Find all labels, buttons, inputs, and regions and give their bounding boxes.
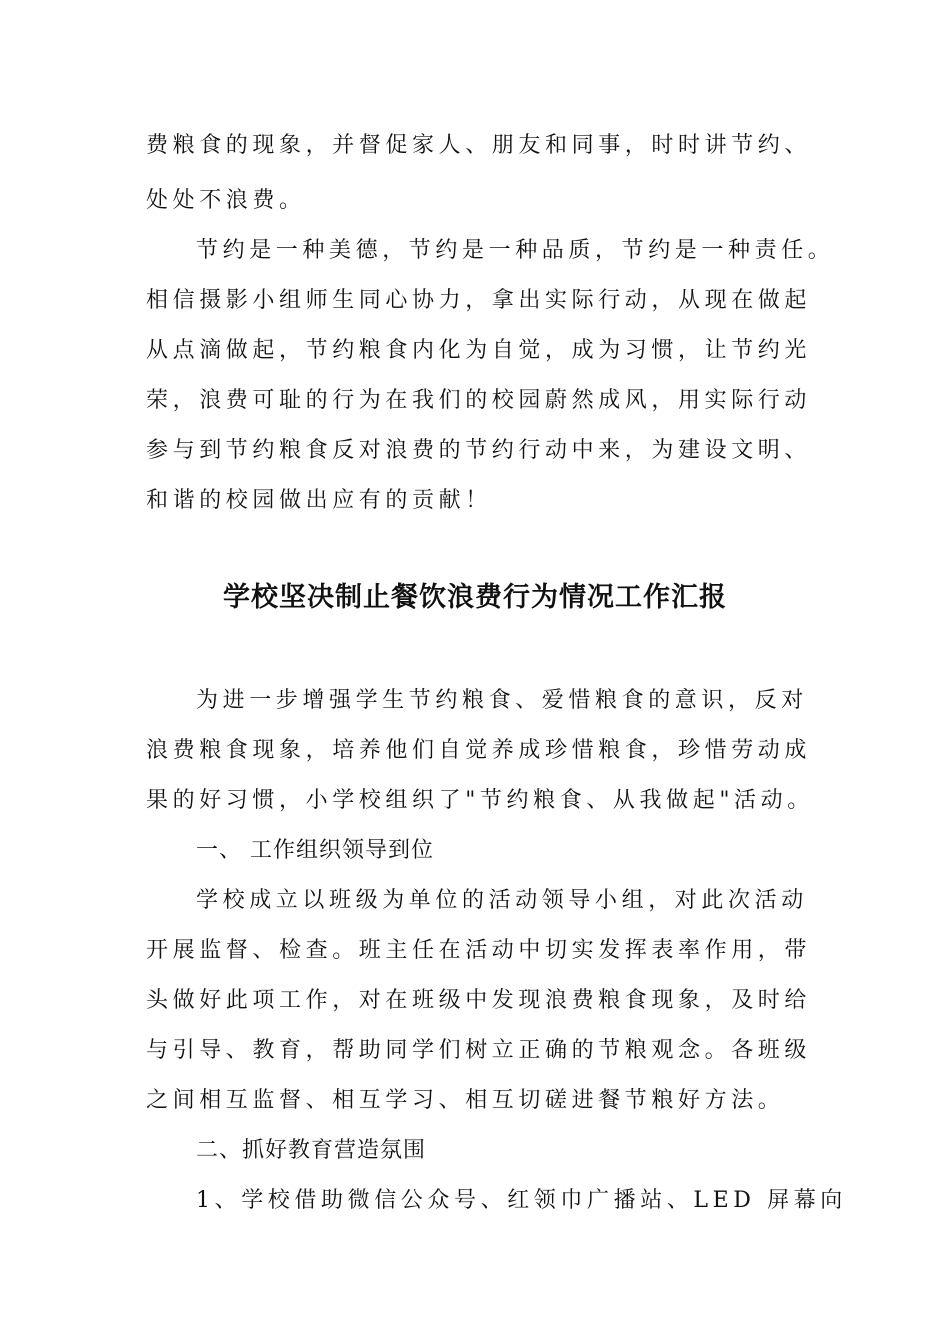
paragraph-1-line-2: 处处不浪费。: [146, 188, 306, 213]
paragraph-2-line-2: 相信摄影小组师生同心协力，拿出实际行动，从现在做起: [146, 288, 812, 313]
section-2-heading: 二、抓好教育营造氛围: [196, 1138, 427, 1163]
section-1-line-1: 学校成立以班级为单位的活动领导小组，对此次活动: [196, 888, 808, 913]
intro-line-2: 浪费粮食现象，培养他们自觉养成珍惜粮食，珍惜劳动成: [146, 738, 812, 763]
paragraph-2-line-5: 参与到节约粮食反对浪费的节约行动中来，为建设文明、: [146, 438, 812, 463]
section-1-line-5: 之间相互监督、相互学习、相互切磋进餐节粮好方法。: [146, 1088, 785, 1113]
intro-line-3: 果的好习惯，小学校组织了"节约粮食、从我做起"活动。: [146, 788, 814, 813]
paragraph-2-line-4: 荣，浪费可耻的行为在我们的校园蔚然成风，用实际行动: [146, 388, 812, 413]
paragraph-1-line-1: 费粮食的现象，并督促家人、朋友和同事，时时讲节约、: [146, 133, 812, 158]
section-2-line-1: 1、学校借助微信公众号、红领巾广播站、LED 屏幕向: [196, 1188, 847, 1213]
section-1-line-3: 头做好此项工作，对在班级中发现浪费粮食现象，及时给: [146, 988, 812, 1013]
section-1-line-4: 与引导、教育，帮助同学们树立正确的节粮观念。各班级: [146, 1038, 812, 1063]
report-title: 学校坚决制止餐饮浪费行为情况工作汇报: [223, 582, 727, 613]
paragraph-2-line-3: 从点滴做起，节约粮食内化为自觉，成为习惯，让节约光: [146, 338, 812, 363]
paragraph-2-line-1: 节约是一种美德，节约是一种品质，节约是一种责任。: [196, 238, 835, 263]
intro-line-1: 为进一步增强学生节约粮食、爱惜粮食的意识，反对: [196, 688, 808, 713]
paragraph-2-line-6: 和谐的校园做出应有的贡献！: [146, 488, 492, 513]
section-1-line-2: 开展监督、检查。班主任在活动中切实发挥表率作用，带: [146, 938, 812, 963]
section-1-heading: 一、 工作组织领导到位: [196, 838, 434, 863]
